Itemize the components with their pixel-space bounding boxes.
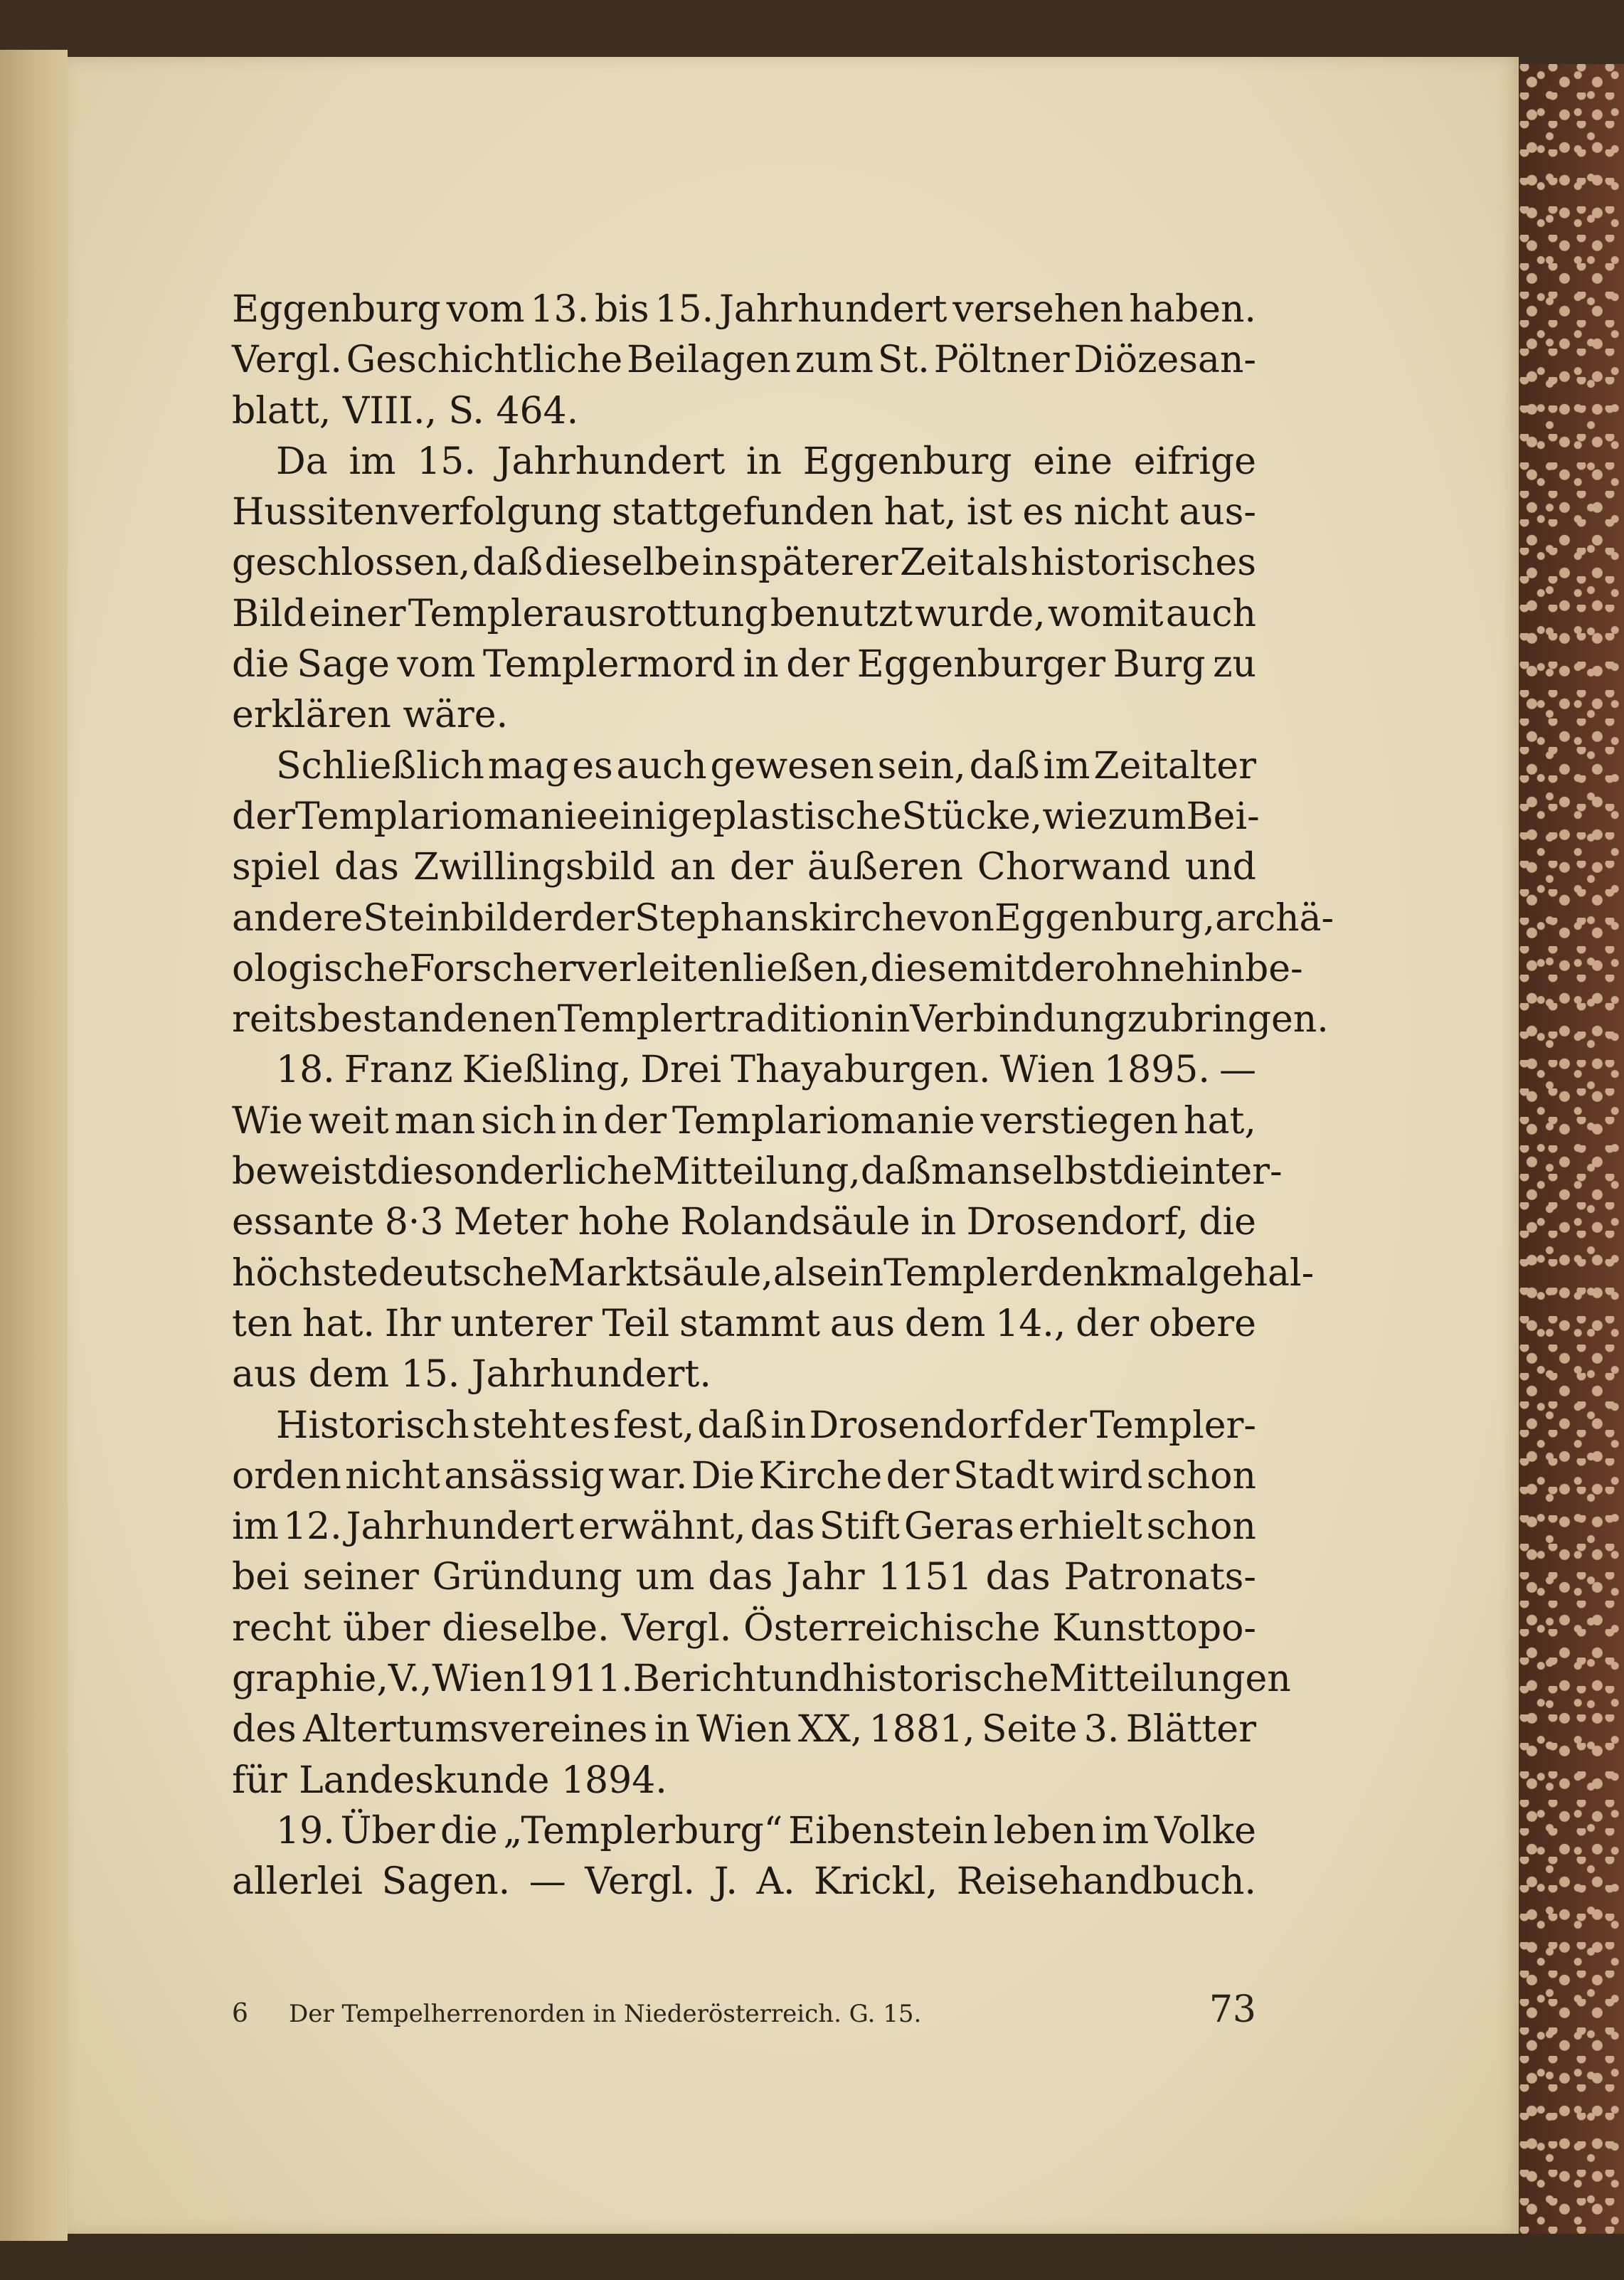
word: Mitteilung, bbox=[652, 1150, 861, 1194]
word: Burg bbox=[1113, 643, 1206, 686]
word: Eggenburg bbox=[802, 440, 1012, 483]
word: in bbox=[743, 643, 779, 686]
text-line bbox=[232, 487, 1256, 538]
word: der bbox=[1024, 1404, 1088, 1447]
word: bis bbox=[594, 288, 649, 331]
text-line bbox=[232, 1806, 1256, 1857]
word: der bbox=[729, 846, 793, 889]
word: spiel bbox=[232, 846, 321, 889]
word: recht bbox=[232, 1606, 331, 1650]
word: Über bbox=[340, 1809, 435, 1852]
word: Patronats- bbox=[1063, 1556, 1256, 1599]
word: die bbox=[232, 643, 290, 686]
word: das bbox=[708, 1556, 773, 1599]
word: eifrige bbox=[1133, 440, 1256, 483]
text-line bbox=[232, 1451, 1256, 1502]
word: dieselbe bbox=[544, 541, 701, 585]
word: verleiten bbox=[575, 947, 743, 990]
word: verstiegen bbox=[980, 1099, 1179, 1142]
word: Chorwand bbox=[977, 846, 1171, 889]
word: bestandenen bbox=[317, 998, 558, 1041]
word: Jahrhundert bbox=[346, 1505, 575, 1549]
word: beweist bbox=[232, 1150, 377, 1194]
word: die bbox=[1199, 1201, 1256, 1244]
word: eine bbox=[1033, 440, 1113, 483]
word: 8·3 bbox=[384, 1201, 444, 1244]
word: es bbox=[569, 1404, 610, 1447]
word: im bbox=[1043, 744, 1090, 788]
word: Jahrhundert bbox=[497, 440, 726, 483]
word: in bbox=[745, 440, 782, 483]
word: 13. bbox=[530, 288, 590, 331]
text-line bbox=[232, 792, 1260, 842]
word: deutsche bbox=[378, 1251, 548, 1295]
word: Österreichische bbox=[743, 1606, 1041, 1650]
word: in bbox=[770, 1404, 807, 1447]
word: Templariomanie bbox=[672, 1099, 975, 1142]
word: Da bbox=[276, 440, 328, 483]
text-line bbox=[232, 335, 1256, 386]
word: 19. bbox=[276, 1809, 335, 1852]
word: vom bbox=[446, 288, 525, 331]
word: man bbox=[930, 1150, 1012, 1194]
word: ein bbox=[826, 1251, 884, 1295]
word: Drei bbox=[640, 1049, 722, 1092]
word: in bbox=[701, 541, 738, 585]
text-line bbox=[232, 1197, 1256, 1248]
word: seiner bbox=[302, 1556, 419, 1599]
word: Stephanskirche bbox=[635, 896, 928, 940]
text-line bbox=[232, 640, 1256, 690]
word: Kunsttopo- bbox=[1052, 1606, 1256, 1650]
text-line bbox=[232, 995, 1329, 1045]
word: XX, bbox=[797, 1708, 863, 1751]
word: dieselbe. bbox=[442, 1606, 610, 1650]
word: Stücke, bbox=[901, 795, 1043, 838]
facing-page-edge bbox=[0, 50, 68, 2241]
text-line bbox=[232, 1756, 1256, 1806]
word: Stadt bbox=[952, 1454, 1054, 1497]
word: historische bbox=[842, 1658, 1049, 1701]
word: haben. bbox=[1129, 288, 1256, 331]
word: Geschichtliche bbox=[346, 339, 623, 382]
word: Beilagen bbox=[627, 339, 791, 382]
word: Rolandsäule bbox=[680, 1201, 911, 1244]
word: Kießling, bbox=[462, 1049, 632, 1092]
word: in bbox=[874, 998, 911, 1041]
word: zu bbox=[1127, 998, 1171, 1041]
word: Schließlich bbox=[276, 744, 484, 788]
word: Sagen. bbox=[381, 1860, 511, 1904]
word: fest, bbox=[613, 1404, 695, 1447]
word: 1881, bbox=[869, 1708, 975, 1751]
word: historisches bbox=[1030, 541, 1256, 585]
word: auch bbox=[1165, 592, 1256, 635]
word: in bbox=[920, 1201, 957, 1244]
word: Franz bbox=[344, 1049, 453, 1092]
text-line bbox=[232, 690, 1256, 741]
page-footer bbox=[232, 1988, 1256, 2031]
word: — bbox=[1219, 1049, 1256, 1092]
word: daß bbox=[472, 541, 543, 585]
text-line bbox=[232, 842, 1256, 893]
word: Jahr bbox=[786, 1556, 865, 1599]
word: V., bbox=[388, 1658, 432, 1701]
word: 15. bbox=[417, 440, 476, 483]
word: Ihr bbox=[384, 1302, 441, 1345]
word: in bbox=[562, 1099, 598, 1142]
word: Stift bbox=[819, 1505, 900, 1549]
word: daß bbox=[697, 1404, 768, 1447]
word: Teil bbox=[602, 1302, 670, 1345]
text-line-content: aus dem 15. Jahrhundert. bbox=[232, 1353, 711, 1396]
word: diese bbox=[870, 947, 969, 990]
word: höchste bbox=[232, 1251, 378, 1295]
word: im bbox=[232, 1505, 279, 1549]
word: wie bbox=[1042, 795, 1108, 838]
word: zum bbox=[1108, 795, 1187, 838]
word: das bbox=[985, 1556, 1051, 1599]
word: im bbox=[349, 440, 396, 483]
word: hat. bbox=[302, 1302, 375, 1345]
word: daß bbox=[860, 1150, 931, 1194]
word: aus bbox=[829, 1302, 896, 1345]
word: ansässig bbox=[444, 1454, 605, 1497]
word: Historisch bbox=[276, 1404, 469, 1447]
word: Templariomanie bbox=[294, 795, 598, 838]
word: 1151 bbox=[878, 1556, 972, 1599]
running-footer-title: Der Tempelherrenorden in Niederösterreich. G. 15. bbox=[289, 2000, 922, 2028]
text-line bbox=[232, 741, 1256, 792]
word: Kirche bbox=[758, 1454, 883, 1497]
text-line bbox=[232, 944, 1303, 995]
word: Reisehandbuch. bbox=[956, 1860, 1256, 1904]
word: Templertradition bbox=[557, 998, 875, 1041]
word: Wien bbox=[696, 1708, 792, 1751]
word: Geras bbox=[903, 1505, 1014, 1549]
word: hohe bbox=[578, 1201, 670, 1244]
word: zum bbox=[795, 339, 874, 382]
word: Zwillingsbild bbox=[413, 846, 656, 889]
word: wird bbox=[1058, 1454, 1143, 1497]
word: Templermord bbox=[483, 643, 736, 686]
word: hat, bbox=[883, 491, 957, 534]
word: ohnehin bbox=[1093, 947, 1245, 990]
word: Templerausrottung bbox=[408, 592, 768, 635]
word: und bbox=[770, 1658, 842, 1701]
word: mag bbox=[487, 744, 569, 788]
word: die bbox=[376, 1150, 435, 1194]
word: Verbindung bbox=[910, 998, 1127, 1041]
text-line bbox=[232, 1704, 1256, 1755]
word: erhielt bbox=[1018, 1505, 1142, 1549]
word: das bbox=[334, 846, 399, 889]
word: 1895. bbox=[1104, 1049, 1210, 1092]
word: Eibenstein bbox=[788, 1809, 988, 1852]
word: „Templerburg“ bbox=[503, 1809, 783, 1852]
text-line bbox=[232, 1857, 1256, 1907]
signature-mark: 6 bbox=[232, 1999, 248, 2028]
word: daß bbox=[969, 744, 1040, 788]
text-line bbox=[232, 285, 1256, 335]
word: einer bbox=[309, 592, 406, 635]
word: Altertumsvereines bbox=[303, 1708, 648, 1751]
word: sein, bbox=[877, 744, 966, 788]
word: der bbox=[886, 1454, 950, 1497]
word: 12. bbox=[282, 1505, 342, 1549]
word: Templerdenkmal bbox=[883, 1251, 1199, 1295]
word: der bbox=[786, 643, 850, 686]
word: 18. bbox=[276, 1049, 335, 1092]
word: graphie, bbox=[232, 1658, 388, 1701]
word: späterer bbox=[739, 541, 898, 585]
word: äußeren bbox=[807, 846, 963, 889]
word: der bbox=[232, 795, 295, 838]
word: Thayaburgen. bbox=[731, 1049, 991, 1092]
word: als bbox=[975, 541, 1029, 585]
text-line bbox=[232, 538, 1256, 588]
word: schon bbox=[1146, 1505, 1256, 1549]
word: Blätter bbox=[1125, 1708, 1256, 1751]
word: andere bbox=[232, 896, 363, 940]
word: des bbox=[232, 1708, 297, 1751]
word: an bbox=[669, 846, 716, 889]
word: Wie bbox=[232, 1099, 303, 1142]
word: Pöltner bbox=[933, 339, 1070, 382]
word: und bbox=[1184, 846, 1256, 889]
word: als bbox=[773, 1251, 827, 1295]
word: schon bbox=[1146, 1454, 1256, 1497]
word: bringen. bbox=[1170, 998, 1329, 1041]
word: 14., bbox=[995, 1302, 1066, 1345]
word: war. bbox=[608, 1454, 688, 1497]
word: allerlei bbox=[232, 1860, 363, 1904]
word: sich bbox=[481, 1099, 557, 1142]
word: Marktsäule, bbox=[548, 1251, 773, 1295]
book-cover-edge bbox=[1519, 64, 1624, 2234]
word: Jahrhundert bbox=[718, 288, 948, 331]
word: A. bbox=[756, 1860, 795, 1904]
word: stammt bbox=[679, 1302, 821, 1345]
text-line bbox=[232, 1502, 1256, 1552]
word: Meter bbox=[453, 1201, 568, 1244]
word: Krickl, bbox=[814, 1860, 938, 1904]
word: wurde, bbox=[915, 592, 1046, 635]
word: weit bbox=[308, 1099, 389, 1142]
text-line-content: erklären wäre. bbox=[232, 694, 509, 737]
text-line bbox=[232, 1248, 1315, 1299]
word: 1911. bbox=[526, 1658, 633, 1701]
text-line bbox=[232, 1045, 1256, 1096]
word: stattgefunden bbox=[612, 491, 874, 534]
word: der bbox=[1076, 1302, 1140, 1345]
word: gewesen bbox=[710, 744, 874, 788]
text-line bbox=[232, 1299, 1256, 1350]
word: nicht bbox=[1073, 491, 1169, 534]
word: aus- bbox=[1179, 491, 1256, 534]
word: selbst bbox=[1012, 1150, 1123, 1194]
word: leben bbox=[993, 1809, 1097, 1852]
word: ist bbox=[966, 491, 1013, 534]
word: reits bbox=[232, 998, 317, 1041]
word: steht bbox=[472, 1404, 567, 1447]
word: zu bbox=[1213, 643, 1256, 686]
word: inter- bbox=[1179, 1150, 1283, 1194]
word: im bbox=[1102, 1809, 1150, 1852]
word: Eggenburger bbox=[856, 643, 1106, 686]
word: Bericht bbox=[632, 1658, 771, 1701]
word: sonderliche bbox=[434, 1150, 653, 1194]
word: Wien bbox=[432, 1658, 527, 1701]
word: Eggenburg, bbox=[994, 896, 1216, 940]
word: Drosendorf bbox=[809, 1404, 1021, 1447]
word: Bei- bbox=[1186, 795, 1260, 838]
word: der bbox=[1030, 947, 1094, 990]
text-line bbox=[232, 1654, 1291, 1704]
text-line bbox=[232, 1603, 1256, 1654]
word: der bbox=[603, 1099, 667, 1142]
word: essante bbox=[232, 1201, 375, 1244]
word: dem bbox=[904, 1302, 986, 1345]
word: Volke bbox=[1154, 1809, 1256, 1852]
word: Diözesan- bbox=[1073, 339, 1256, 382]
word: Vergl. bbox=[232, 339, 342, 382]
word: Bild bbox=[232, 592, 307, 635]
word: vom bbox=[397, 643, 476, 686]
word: Die bbox=[691, 1454, 755, 1497]
word: auch bbox=[616, 744, 707, 788]
body-text bbox=[232, 285, 1334, 1908]
text-line bbox=[232, 386, 1256, 437]
word: es bbox=[572, 744, 613, 788]
word: plastische bbox=[713, 795, 902, 838]
word: St. bbox=[877, 339, 930, 382]
word: obere bbox=[1148, 1302, 1256, 1345]
word: Mitteilungen bbox=[1049, 1658, 1291, 1701]
text-line bbox=[232, 1552, 1256, 1603]
word: geschlossen, bbox=[232, 541, 471, 585]
word: gehal- bbox=[1198, 1251, 1315, 1295]
word: J. bbox=[713, 1860, 738, 1904]
text-line bbox=[232, 437, 1256, 487]
text-line bbox=[232, 1401, 1256, 1451]
word: ten bbox=[232, 1302, 293, 1345]
word: 15. bbox=[654, 288, 714, 331]
word: Eggenburg bbox=[232, 288, 441, 331]
book-top-edge bbox=[0, 0, 1624, 64]
word: bei bbox=[232, 1556, 290, 1599]
word: nicht bbox=[345, 1454, 440, 1497]
word: Forscher bbox=[409, 947, 576, 990]
word: Zeit bbox=[899, 541, 975, 585]
word: Drosendorf, bbox=[966, 1201, 1189, 1244]
word: ließen, bbox=[742, 947, 871, 990]
text-line bbox=[232, 1350, 1256, 1400]
word: über bbox=[342, 1606, 430, 1650]
word: Seite bbox=[981, 1708, 1078, 1751]
word: einige bbox=[598, 795, 713, 838]
word: Vergl. bbox=[585, 1860, 696, 1904]
text-line-content: blatt, VIII., S. 464. bbox=[232, 389, 579, 433]
word: ologische bbox=[232, 947, 410, 990]
word: es bbox=[1022, 491, 1063, 534]
word: der bbox=[571, 896, 635, 940]
word: — bbox=[529, 1860, 566, 1904]
word: Vergl. bbox=[621, 1606, 732, 1650]
word: archä- bbox=[1215, 896, 1334, 940]
page-number: 73 bbox=[1209, 1988, 1256, 2031]
word: Wien bbox=[999, 1049, 1095, 1092]
word: Gründung bbox=[432, 1556, 622, 1599]
word: die bbox=[440, 1809, 498, 1852]
word: die bbox=[1122, 1150, 1180, 1194]
word: womit bbox=[1047, 592, 1164, 635]
word: mit bbox=[968, 947, 1031, 990]
word: unterer bbox=[450, 1302, 593, 1345]
word: Sage bbox=[297, 643, 390, 686]
word: 3. bbox=[1083, 1708, 1120, 1751]
word: Templer- bbox=[1090, 1404, 1256, 1447]
word: be- bbox=[1244, 947, 1303, 990]
text-line bbox=[232, 1096, 1256, 1147]
word: um bbox=[635, 1556, 695, 1599]
word: Zeitalter bbox=[1093, 744, 1256, 788]
word: Hussitenverfolgung bbox=[232, 491, 602, 534]
word: von bbox=[927, 896, 994, 940]
word: man bbox=[394, 1099, 476, 1142]
text-line bbox=[232, 589, 1256, 640]
text-line-content: für Landeskunde 1894. bbox=[232, 1759, 667, 1802]
text-line bbox=[232, 894, 1334, 944]
word: in bbox=[654, 1708, 690, 1751]
word: das bbox=[750, 1505, 815, 1549]
word: orden bbox=[232, 1454, 341, 1497]
word: Steinbilder bbox=[363, 896, 572, 940]
word: versehen bbox=[952, 288, 1124, 331]
word: erwähnt, bbox=[578, 1505, 746, 1549]
text-line bbox=[232, 1147, 1283, 1197]
word: hat, bbox=[1184, 1099, 1256, 1142]
word: benutzt bbox=[770, 592, 913, 635]
